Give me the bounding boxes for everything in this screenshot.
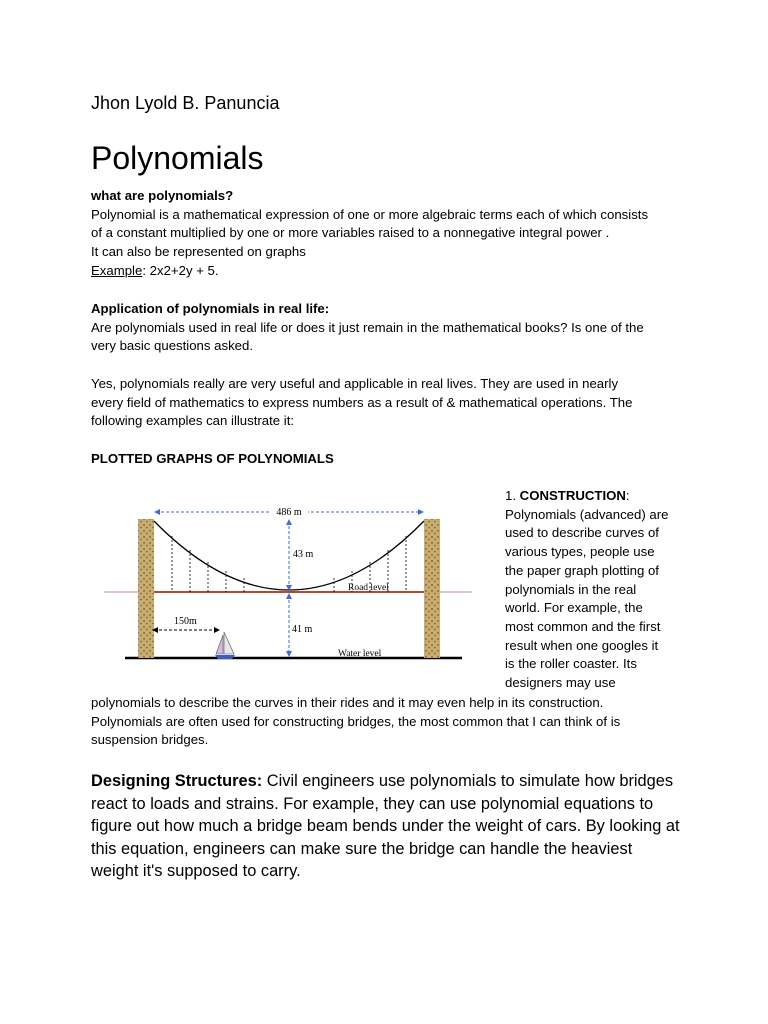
left-tower-icon (138, 519, 154, 658)
designing-structures-paragraph (91, 770, 691, 883)
text-line: polynomials in the real (505, 581, 637, 597)
list-number: 1. (505, 488, 516, 503)
example-value: : 2x2+2y + 5. (142, 262, 219, 278)
text-line: most common and the first (505, 618, 661, 634)
designing-label: Designing Structures: (91, 772, 263, 790)
text-line: Yes, polynomials really are very useful and applicable in real lives. They are used in nearly (91, 376, 619, 391)
text-line: designers may use (505, 675, 616, 691)
text-line (91, 770, 691, 793)
text-line: of a constant multiplied by one or more variables raised to a nonnegative integral power . (91, 225, 610, 241)
suspension-bridge-diagram (100, 487, 478, 667)
page-title: Polynomials (91, 140, 264, 176)
text-line: various types, people use (505, 544, 655, 560)
road-label: Road level (348, 583, 389, 593)
right-tower-icon (424, 519, 440, 658)
sailboat-icon (215, 632, 235, 659)
example-label: Example (91, 262, 143, 278)
clearance-label: 41 m (292, 624, 313, 635)
text-line: used to describe curves of (505, 525, 659, 541)
span-label: 486 m (276, 507, 302, 518)
construction-continued (91, 694, 691, 750)
text-line: every field of mathematics to express numbers as a result of & mathematical operations. The (91, 394, 633, 410)
designing-text: Civil engineers use polynomials to simulate how bridges (262, 772, 674, 790)
text-line: the paper graph plotting of (505, 562, 659, 578)
construction-text (505, 487, 685, 693)
text-line: suspension bridges. (91, 732, 209, 748)
section-usefulness (91, 375, 691, 431)
text-line: Polynomials are often used for constructing bridges, the most common that I can think of is (91, 713, 621, 729)
section-heading: Application of polynomials in real life: (91, 301, 330, 316)
plotted-graphs-heading: PLOTTED GRAPHS OF POLYNOMIALS (91, 451, 334, 466)
text-line: very basic questions asked. (91, 338, 253, 354)
construction-heading (505, 487, 685, 506)
sag-label: 43 m (293, 549, 314, 560)
construction-label: CONSTRUCTION (519, 488, 626, 503)
text-line: It can also be represented on graphs (91, 244, 306, 260)
text-line: polynomials to describe the curves in their rides and it may even help in its construction. (91, 695, 604, 710)
text-line: weight it's supposed to carry. (91, 862, 301, 880)
section-application (91, 300, 691, 356)
construction-colon: : (625, 488, 630, 503)
section-what-are-polynomials (91, 187, 691, 281)
water-label: Water level (338, 649, 382, 659)
text-line: world. For example, the (505, 600, 643, 616)
text-line: react to loads and strains. For example, they can use polynomial equations to (91, 794, 654, 813)
text-line: is the roller coaster. Its (505, 656, 637, 672)
text-line: this equation, engineers can make sure the bridge can handle the heaviest (91, 839, 633, 858)
text-line: following examples can illustrate it: (91, 413, 295, 429)
text-line: figure out how much a bridge beam bends under the weight of cars. By looking at (91, 817, 680, 835)
text-line: Are polynomials used in real life or does it just remain in the mathematical books? Is one of the (91, 319, 644, 335)
section-heading: what are polynomials? (91, 188, 234, 203)
offset-label: 150m (174, 616, 197, 627)
text-line: result when one googles it (505, 637, 659, 653)
example-line (91, 262, 691, 281)
text-line: Polynomial is a mathematical expression of one or more algebraic terms each of which consists (91, 206, 649, 222)
author-name: Jhon Lyold B. Panuncia (91, 93, 280, 113)
text-line: Polynomials (advanced) are (505, 506, 669, 522)
